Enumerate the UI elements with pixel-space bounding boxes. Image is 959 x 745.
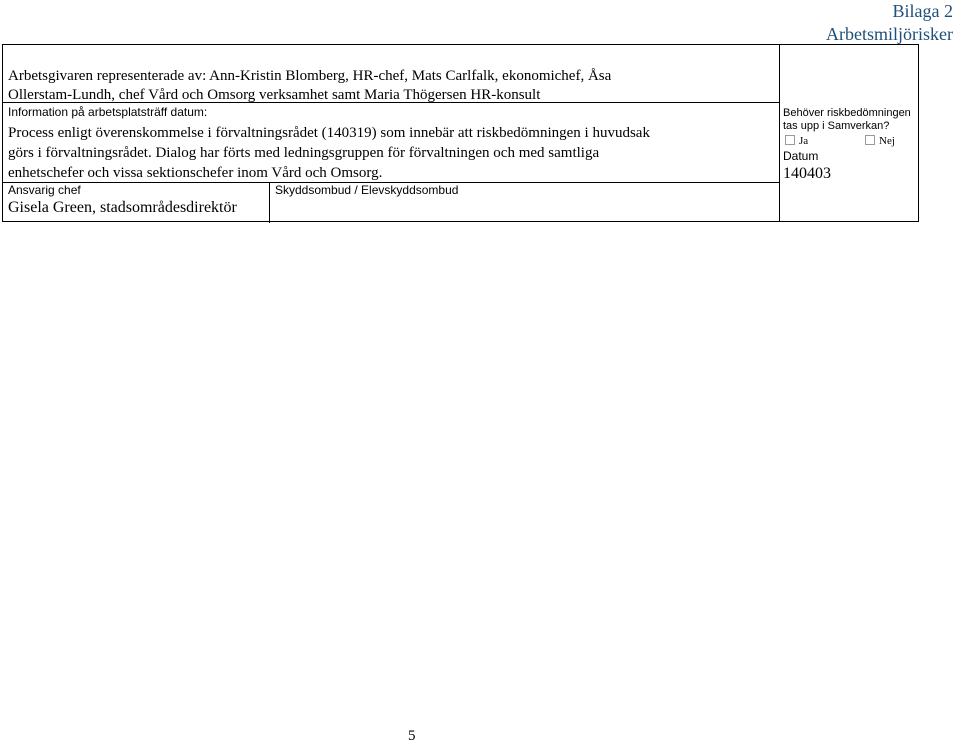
risk-assessment-question-line-1: Behöver riskbedömningen bbox=[783, 107, 911, 119]
risk-form-table bbox=[2, 44, 919, 222]
form-left-column bbox=[3, 45, 780, 221]
date-label: Datum bbox=[783, 149, 819, 163]
information-line-1: Process enligt överenskommelse i förvaltningsrådet (140319) som innebär att riskbedömningen i huvudsak bbox=[8, 125, 650, 141]
risk-assessment-question-line-2: tas upp i Samverkan? bbox=[783, 120, 890, 132]
option-yes-label: Ja bbox=[799, 135, 809, 147]
document-header bbox=[826, 0, 953, 46]
page-number: 5 bbox=[408, 728, 416, 744]
responsible-manager-label: Ansvarig chef bbox=[8, 183, 81, 197]
risk-assessment-options bbox=[783, 134, 918, 149]
safety-representative-label: Skyddsombud / Elevskyddsombud bbox=[275, 183, 459, 197]
checkbox-yes-icon[interactable] bbox=[785, 135, 795, 145]
date-value: 140403 bbox=[783, 165, 831, 182]
representation-cell bbox=[3, 45, 779, 103]
option-yes[interactable] bbox=[785, 134, 808, 149]
information-line-2: görs i förvaltningsrådet. Dialog har förts med ledningsgruppen för förvaltningen och med samtliga bbox=[8, 145, 600, 161]
attachment-label: Bilaga 2 bbox=[892, 1, 953, 21]
information-cell bbox=[3, 103, 779, 183]
information-label: Information på arbetsplatsträff datum: bbox=[8, 105, 208, 119]
representation-line-2: Ollerstam-Lundh, chef Vård och Omsorg verksamhet samt Maria Thögersen HR-konsult bbox=[8, 87, 541, 103]
checkbox-no-icon[interactable] bbox=[865, 135, 875, 145]
attachment-title: Arbetsmiljörisker bbox=[826, 24, 953, 44]
representation-line-1: Arbetsgivaren representerade av: Ann-Kristin Blomberg, HR-chef, Mats Carlfalk, ekonomichef, Åsa bbox=[8, 68, 612, 84]
risk-assessment-cell bbox=[780, 45, 918, 221]
safety-representative-cell bbox=[270, 183, 780, 223]
option-no[interactable] bbox=[865, 134, 895, 149]
option-no-label: Nej bbox=[879, 135, 895, 147]
information-text bbox=[8, 123, 779, 183]
responsible-manager-name: Gisela Green, stadsområdesdirektör bbox=[8, 199, 237, 216]
information-line-3: enhetschefer och vissa sektionschefer inom Vård och Omsorg. bbox=[8, 165, 383, 181]
responsible-manager-cell bbox=[3, 183, 270, 223]
